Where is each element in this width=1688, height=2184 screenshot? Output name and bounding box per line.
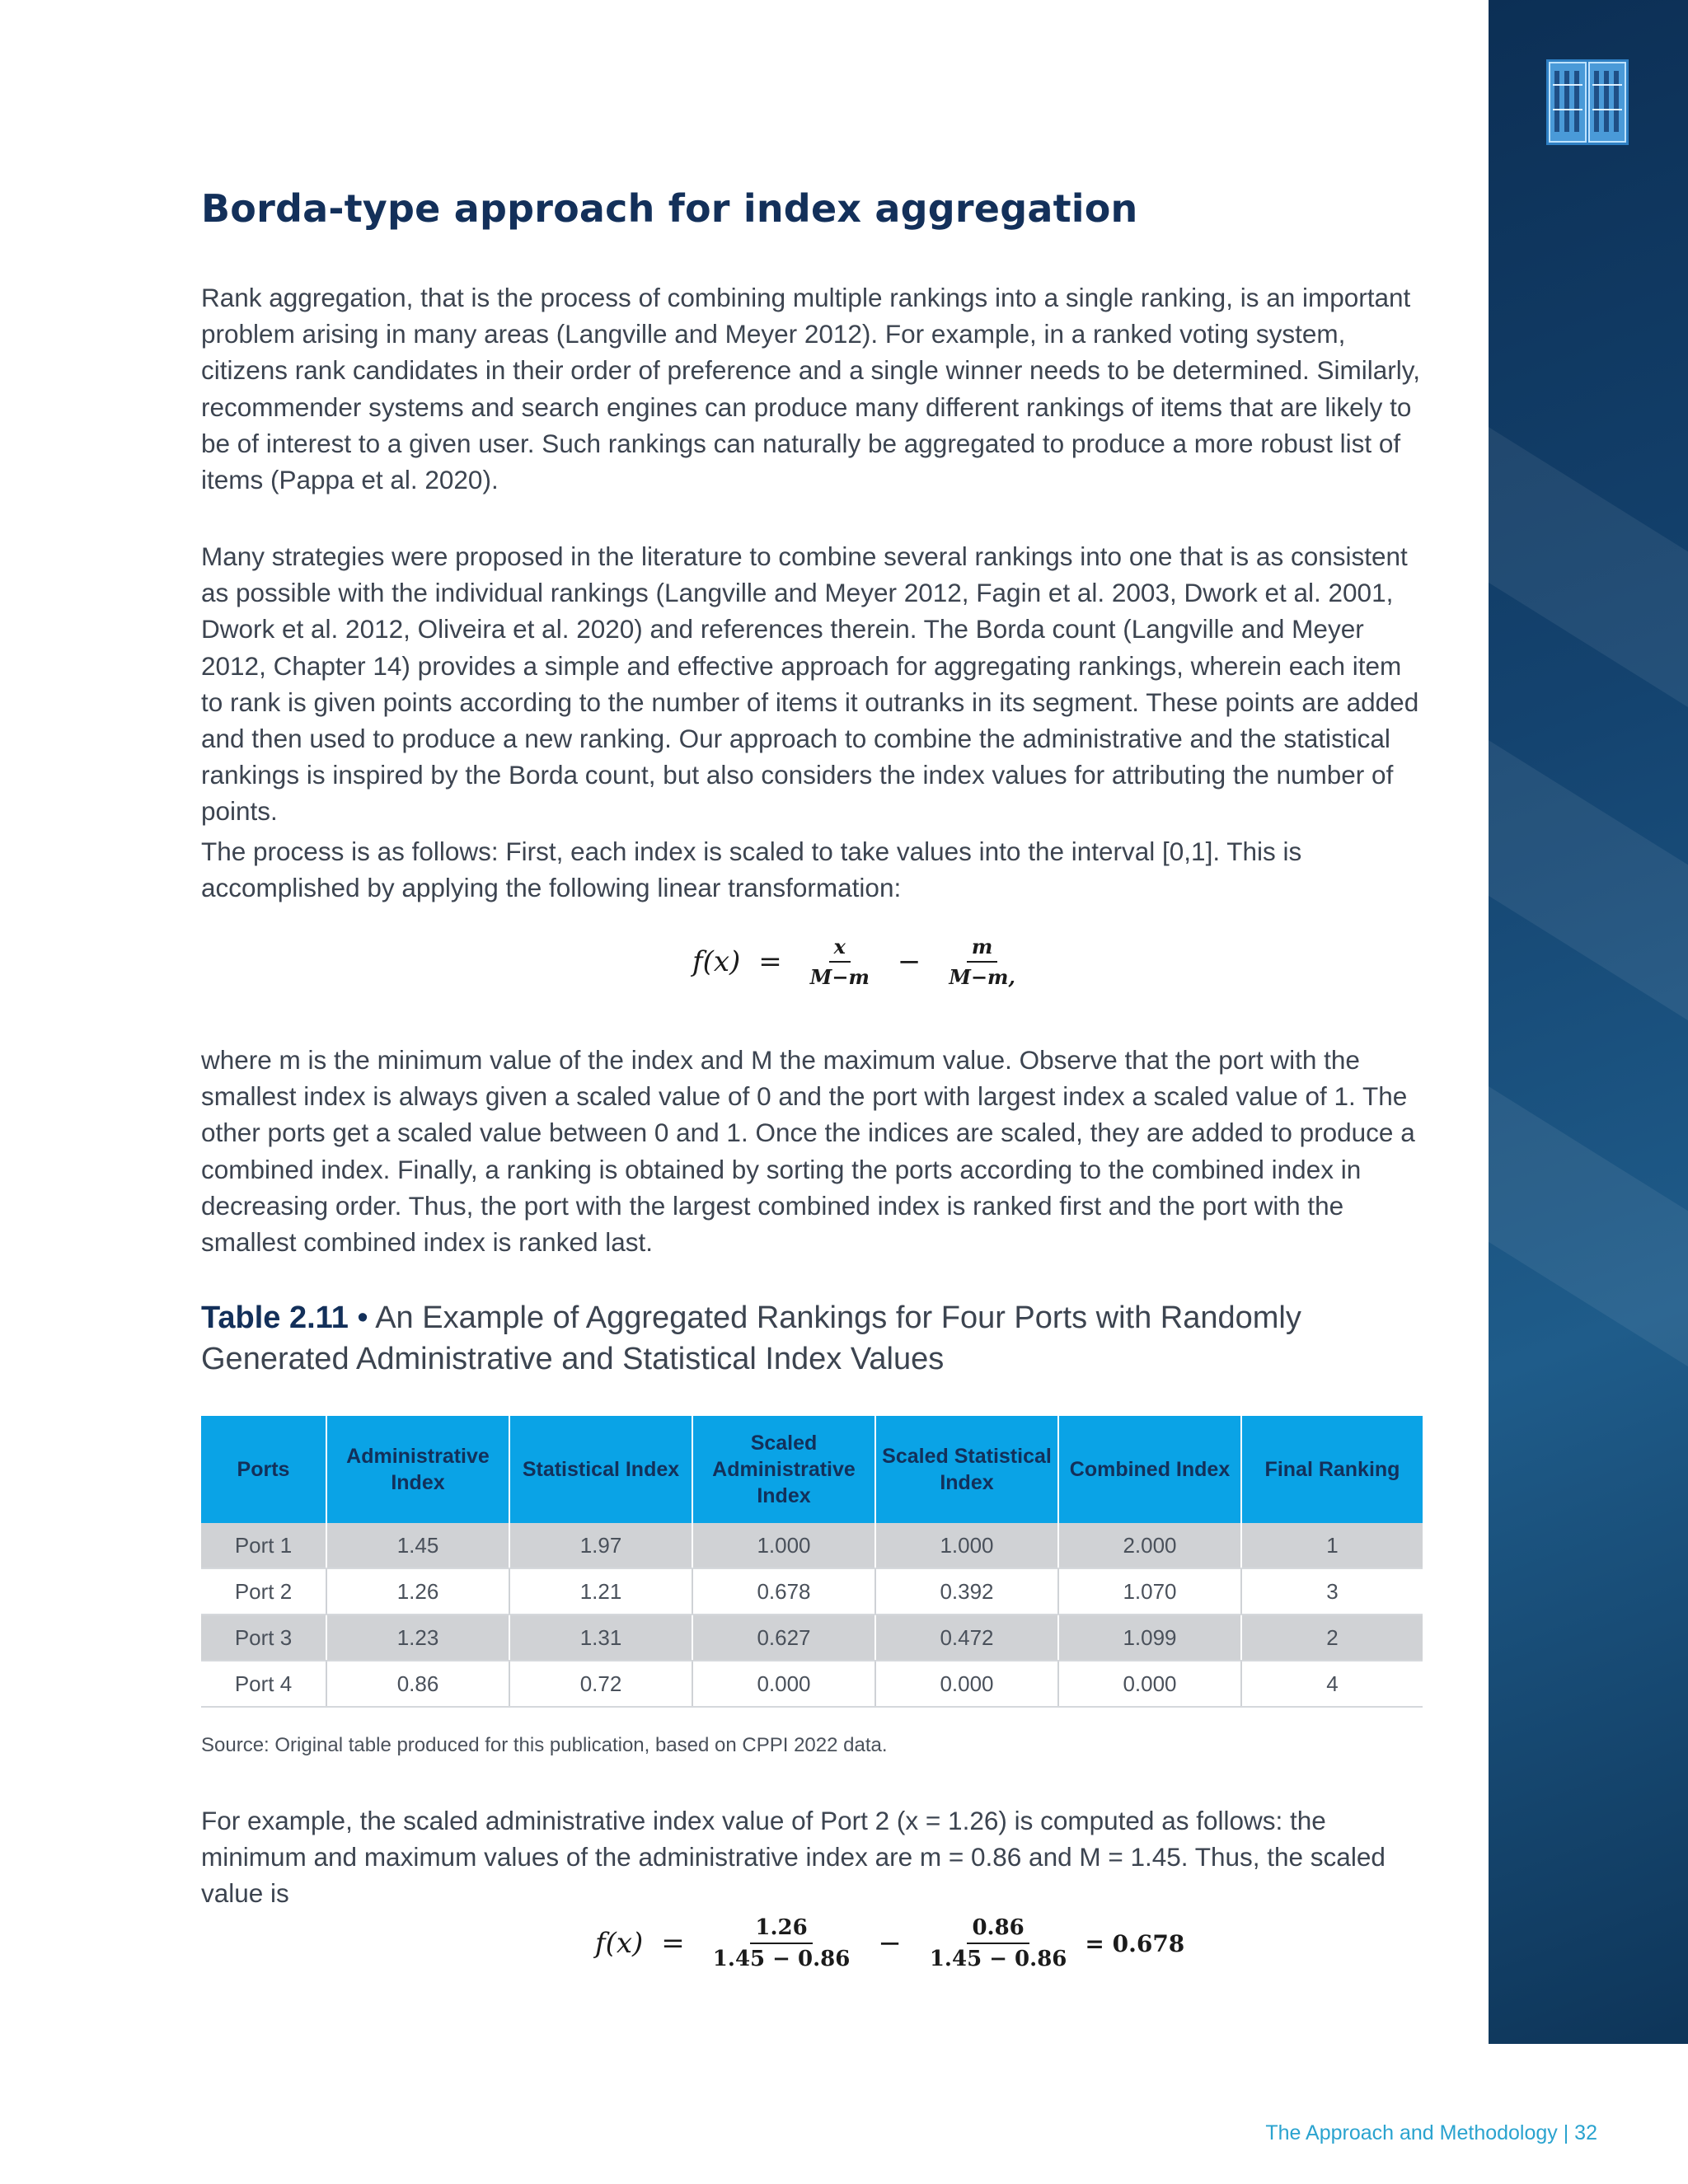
column-header: Statistical Index: [509, 1416, 692, 1523]
section-title: Borda-type approach for index aggregation: [201, 186, 1138, 231]
table-cell: 0.472: [875, 1615, 1058, 1661]
column-header: Final Ranking: [1241, 1416, 1423, 1523]
intro-paragraph: Rank aggregation, that is the process of combining multiple rankings into a single ranking, is an important problem arising in many areas (Langville and Meyer 2012). For example, in a ranked voting system, citizens rank candidates in their order of preference and a single winner needs to be determined. Similarly, recommender systems and search engines can produce many different rankings of items that are likely to be of interest to a given user. Such rankings can naturally be aggregated to produce a more robust list of items (Pappa et al. 2020).: [201, 283, 1420, 495]
column-header: Scaled Statistical Index: [875, 1416, 1058, 1523]
column-header: Administrative Index: [326, 1416, 509, 1523]
fraction-numerator: m: [967, 935, 997, 963]
table-cell: 1.070: [1058, 1568, 1241, 1615]
table-cell: 2: [1241, 1615, 1423, 1661]
table-cell: 0.627: [692, 1615, 875, 1661]
strategies-paragraph: Many strategies were proposed in the literature to combine several rankings into one that is as consistent as possible with the individual rankings (Langville and Meyer 2012, Fagin et al. 2003, Dwork et al. 2001, Dwork et al. 2012, Oliveira et al. 2020) and references therein. The Borda count (Langville and Meyer 2012, Chapter 14) provides a simple and effective approach for aggregating rankings, wherein each item to rank is given points according to the number of items it outranks in its segment. These points are added and then used to produce a new ranking. Our approach to combine the administrative and the statistical rankings is inspired by the Borda count, but also considers the index values for attributing the number of points.: [201, 541, 1419, 827]
table-cell: Port 4: [201, 1661, 326, 1707]
table-header-row: [201, 1416, 1423, 1523]
table-cell: 1.21: [509, 1568, 692, 1615]
table-cell: 1.45: [326, 1523, 509, 1568]
fraction-denominator: 1.45 − 0.86: [929, 1947, 1067, 1971]
table-cell: Port 2: [201, 1568, 326, 1615]
process-paragraph: The process is as follows: First, each index is scaled to take values into the interval [0,1]. This is accomplished by applying the following linear transformation:: [201, 837, 1302, 903]
table-cell: Port 1: [201, 1523, 326, 1568]
table-cell: 0.72: [509, 1661, 692, 1707]
table-cell: 1.26: [326, 1568, 509, 1615]
minus-sign: −: [878, 1927, 902, 1960]
decorative-sidebar: [1489, 0, 1688, 2044]
table-row: [201, 1568, 1423, 1615]
aggregated-rankings-table: [201, 1416, 1423, 1708]
fraction-numerator: 0.86: [967, 1915, 1029, 1944]
table-cell: 2.000: [1058, 1523, 1241, 1568]
equals-sign: =: [661, 1927, 685, 1960]
table-source-note: Source: Original table produced for this publication, based on CPPI 2022 data.: [201, 1734, 888, 1756]
equation-result: = 0.678: [1085, 1929, 1185, 1957]
table-cell: 3: [1241, 1568, 1423, 1615]
fraction-m-value: [925, 1915, 1072, 1971]
minus-sign: −: [897, 945, 921, 978]
equation-lhs: f(x): [595, 1927, 644, 1960]
table-title: An Example of Aggregated Rankings for Four Ports with Randomly Generated Administrative and Statistical Index Values: [201, 1301, 1301, 1376]
table-cell: 1.31: [509, 1615, 692, 1661]
fraction-m: [944, 935, 1020, 989]
table-caption: [201, 1297, 1355, 1380]
page-footer: The Approach and Methodology | 32: [1265, 2121, 1597, 2144]
table-number: Table 2.11: [201, 1301, 349, 1335]
fraction-x: [805, 935, 874, 989]
equation-lhs: f(x): [692, 945, 741, 978]
fraction-denominator: M−m,: [949, 965, 1015, 989]
explanation-paragraph: where m is the minimum value of the index and M the maximum value. Observe that the port with the smallest index is always given a scaled value of 0 and the port with largest index a scaled value of 1. The other ports get a scaled value between 0 and 1. Once the indices are scaled, they are added to produce a combined index. Finally, a ranking is obtained by sorting the ports according to the combined index in decreasing order. Thus, the port with the largest combined index is ranked first and the port with the smallest combined index is ranked last.: [201, 1045, 1415, 1258]
table-row: [201, 1615, 1423, 1661]
fraction-numerator: 1.26: [750, 1915, 812, 1944]
table-cell: 1.97: [509, 1523, 692, 1568]
table-cell: 0.000: [692, 1661, 875, 1707]
fraction-numerator: x: [829, 935, 851, 963]
column-header: Combined Index: [1058, 1416, 1241, 1523]
table-cell: 4: [1241, 1661, 1423, 1707]
table-cell: 0.000: [875, 1661, 1058, 1707]
table-cell: Port 3: [201, 1615, 326, 1661]
table-cell: 1.099: [1058, 1615, 1241, 1661]
table-cell: 0.86: [326, 1661, 509, 1707]
table-cell: 0.392: [875, 1568, 1058, 1615]
table-cell: 0.678: [692, 1568, 875, 1615]
table-cell: 1.000: [875, 1523, 1058, 1568]
column-header: Ports: [201, 1416, 326, 1523]
fraction-denominator: 1.45 − 0.86: [712, 1947, 851, 1971]
fraction-x-value: [708, 1915, 856, 1971]
column-header: Scaled Administrative Index: [692, 1416, 875, 1523]
table-row: [201, 1661, 1423, 1707]
table-row: [201, 1523, 1423, 1568]
table-cell: 1.000: [692, 1523, 875, 1568]
table-cell: 1: [1241, 1523, 1423, 1568]
container-ship-icon: [1546, 59, 1629, 145]
equals-sign: =: [758, 945, 782, 978]
table-cell: 1.23: [326, 1615, 509, 1661]
worked-example-equation: [595, 1915, 1184, 1971]
table-cell: 0.000: [1058, 1661, 1241, 1707]
example-paragraph: For example, the scaled administrative index value of Port 2 (x = 1.26) is computed as follows: the minimum and maximum values of the administrative index are m = 0.86 and M = 1.45. Thus, the scaled value is: [201, 1806, 1386, 1909]
caption-bullet: •: [357, 1301, 368, 1335]
fraction-denominator: M−m: [809, 965, 870, 989]
linear-transformation-equation: [692, 935, 1025, 989]
